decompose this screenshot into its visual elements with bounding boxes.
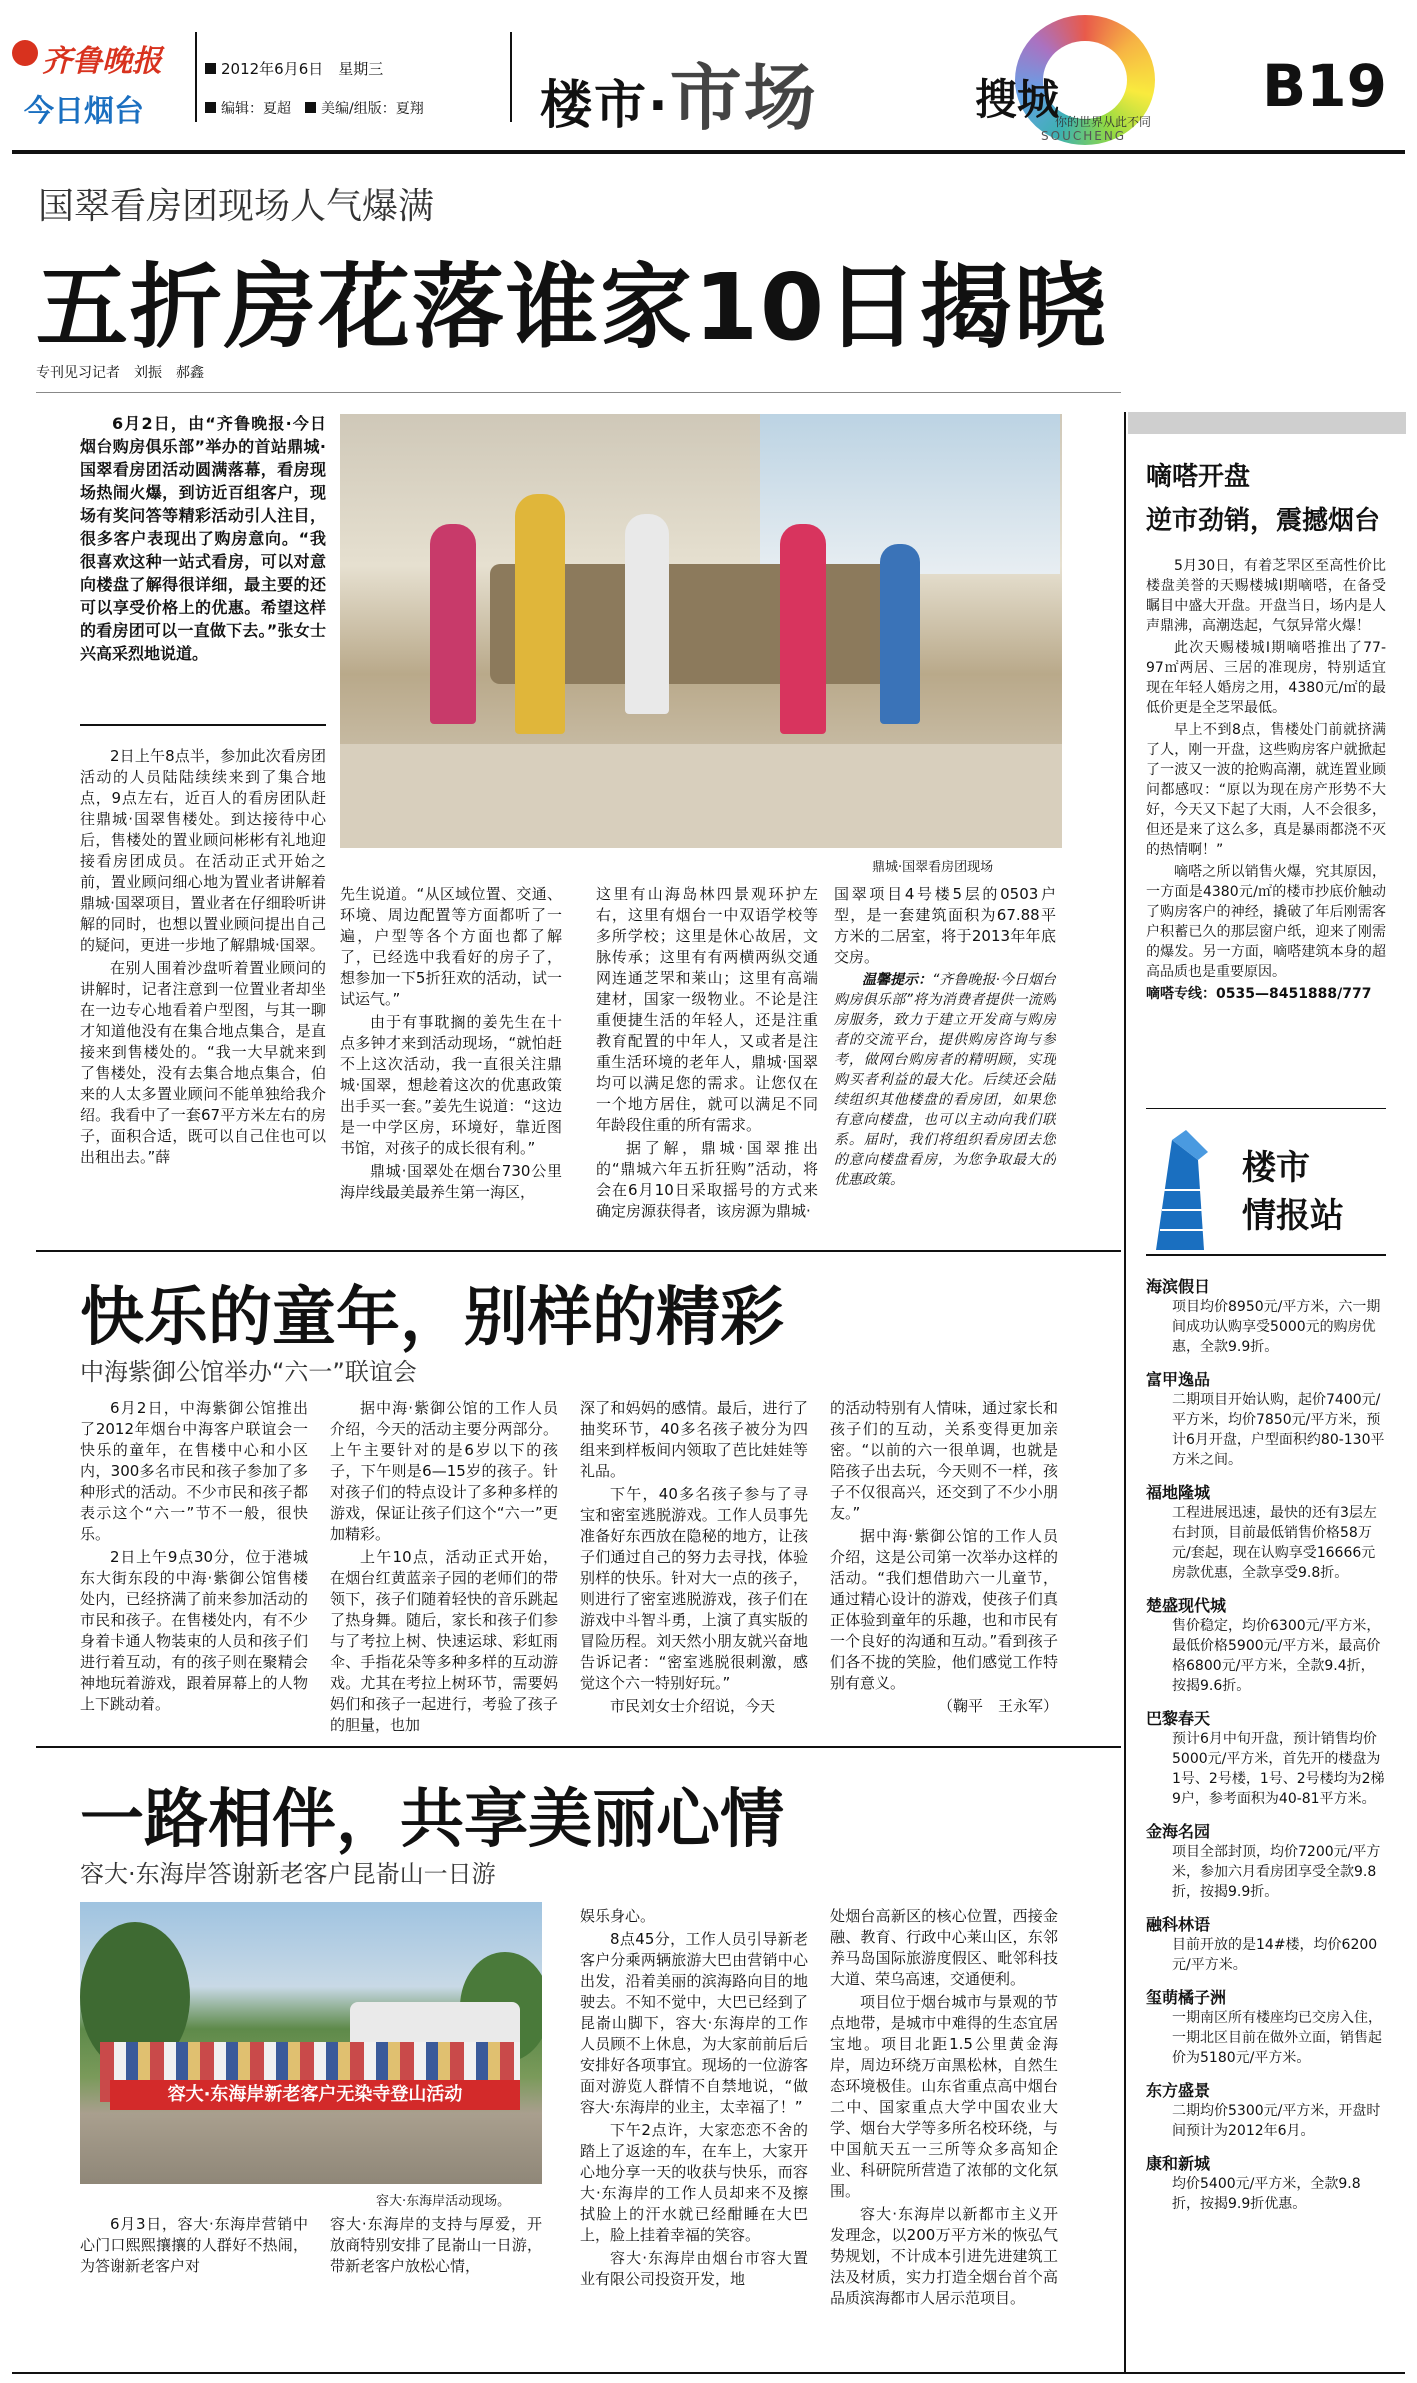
story1-col4 <box>834 884 1056 1296</box>
item-name: 玺萌橘子洲 <box>1146 1988 1227 2007</box>
list-item <box>1146 1274 1386 1357</box>
paragraph: 此次天赐楼城Ⅰ期嘀嗒推出了77-97㎡两居、三居的准现房，特别适宜现在年轻人婚房之用，4380元/㎡的最低价更是全芝罘最低。 <box>1146 640 1386 716</box>
showroom-photo-caption: 鼎城·国翠看房团现场 <box>872 860 994 875</box>
paragraph: 处烟台高新区的核心位置，西接金融、教育、行政中心莱山区，东邻养马岛国际旅游度假区、毗邻科技大道、荣乌高速，交通便利。 <box>830 1907 1058 1988</box>
section-divider <box>510 32 512 122</box>
story2-headline: 快乐的童年，别样的精彩 <box>80 1281 784 1355</box>
item-text: 预计6月中旬开盘，预计销售均价5000元/平方米，首先开的楼盘为1号、2号楼，1号、2号楼均为2梯9户，参考面积为40-81平方米。 <box>1172 1731 1385 1807</box>
item-text: 工程进展迅速，最快的还有3层左右封顶，目前最低销售价格58万元/套起，现在认购享受16666元房款优惠，全款享受9.8折。 <box>1172 1505 1377 1581</box>
item-name: 楚盛现代城 <box>1146 1596 1227 1615</box>
tip-text: “齐鲁晚报·今日烟台购房俱乐部”将为消费者提供一流购房服务，致力于建立开发商与购房者的交流平台，提供购房咨询与参考，做网台购房者的精明顾，实现购买者利益的最大化。后续还会陆续组织其他楼盘的看房团，如果您有意向楼盘，也可以主动向我们联系。届时，我们将组织看房团去您的意向楼盘看房，为您争取最大的优惠政策。 <box>834 972 1056 1188</box>
paragraph: 容大·东海岸以新都市主义开发理念，以200万平方米的恢弘气势规划，不计成本引进先进建筑工法及材质，实力打造全烟台首个高品质滨海都市人居示范项目。 <box>830 2205 1058 2307</box>
activity-banner <box>110 2080 520 2110</box>
paragraph: 8点45分，工作人员引导新老客户分乘两辆旅游大巴由营销中心出发，沿着美丽的滨海路向目的地驶去。不知不觉中，大巴已经到了昆嵛山脚下，容大·东海岸的工作人员顾不上休息，为大家前前后后安排好各项事宜。现场的一位游客面对游览人群情不自禁地说，“做容大·东海岸的业主，太幸福了！” <box>580 1930 808 2116</box>
story1-kicker: 国翠看房团现场人气爆满 <box>38 186 435 227</box>
paragraph: 下午，40多名孩子参与了寻宝和密室逃脱游戏。工作人员事先准备好东西放在隐秘的地方，让孩子们通过自己的努力去寻找，体验别样的快乐。针对大一点的孩子，则进行了密室逃脱游戏，孩子们在游戏中斗智斗勇，上演了真实版的冒险历程。刘天然小朋友就兴奋地告诉记者：“密室逃脱很刺激，感觉这个六一特别好玩。” <box>580 1485 808 1692</box>
paragraph: 6月2日，中海紫御公馆推出了2012年烟台中海客户联谊会一快乐的童年，在售楼中心和小区内，300多名市民和孩子参加了多种形式的活动。不少市民和孩子都表示这个“六一”节不一般，很快乐。 <box>80 1399 308 1543</box>
item-text: 均价5400元/平方米，全款9.8折，按揭9.9折优惠。 <box>1172 2176 1361 2212</box>
story2-col4 <box>830 1398 1058 1734</box>
page-number: B19 <box>1262 52 1387 120</box>
section-left: 楼市 <box>540 76 649 136</box>
logo-sub: 你的世界从此不同 <box>1055 115 1152 129</box>
section-right: 市场 <box>669 56 818 140</box>
story1-col1 <box>80 746 326 1296</box>
list-item <box>1146 1912 1386 1975</box>
story1-lead <box>80 412 326 718</box>
paragraph: 2日上午8点半，参加此次看房团活动的人员陆陆续续来到了集合地点，9点左右，近百人的看房团队赶往鼎城·国翠售楼处。到达接待中心后，售楼处的置业顾问彬彬有礼地迎接看房团成员。在活动正式开始之前，置业顾问细心地为置业者讲解着鼎城·国翠项目，置业者在仔细聆听讲解的同时，也想以置业顾问提出自己的疑问，更进一步地了解鼎城·国翠。 <box>80 747 326 954</box>
item-name: 巴黎春天 <box>1146 1709 1211 1728</box>
story1-lead-rule <box>80 724 326 726</box>
date-line <box>205 58 383 79</box>
paragraph: 由于有事耽搁的姜先生在十点多钟才来到活动现场，“就怕赶不上这次活动，我一直很关注鼎城·国翠，想趁着这次的优惠政策出手买一套。”姜先生说道：“这边是一中学区房，环境好，靠近图书馆，对孩子的成长很有利。” <box>340 1013 562 1157</box>
paragraph: 容大·东海岸由烟台市容大置业有限公司投资开发，地 <box>580 2249 808 2288</box>
section-title <box>540 40 818 144</box>
sidebar-feature-header <box>1128 412 1406 434</box>
group-photo <box>80 1902 542 2184</box>
visitor-figure <box>780 524 826 734</box>
item-name: 东方盛景 <box>1146 2081 1211 2100</box>
sidebar-feature-title1: 嘀嗒开盘 <box>1146 462 1251 492</box>
item-text: 售价稳定，均价6300元/平方米，最低价格5900元/平方米，最高价格6800元/平方米，全款9.4折，按揭9.6折。 <box>1172 1618 1381 1694</box>
story3-headline: 一路相伴，共享美丽心情 <box>80 1783 784 1857</box>
item-name: 康和新城 <box>1146 2154 1211 2173</box>
item-name: 金海名园 <box>1146 1822 1211 1841</box>
paper-logo-icon <box>12 40 38 66</box>
paragraph: 娱乐身心。 <box>580 1907 656 1925</box>
paragraph: 在别人围着沙盘听着置业顾问的讲解时，记者注意到一位置业者却坐在一边专心地看着户型图，与其一聊才知道他没有在集合地点集合，是直接来到售楼处的。“我一大早就来到了售楼处，没有去集合地点集合，伯来的人太多置业顾问不能单独给我介绍。我看中了一套67平方米左右的房子，面积合适，既可以自己住也可以出租出去。”薛 <box>80 959 326 1166</box>
story2-subhead: 中海紫御公馆举办“六一”联谊会 <box>80 1358 417 1386</box>
story1-lead-text: 6月2日，由“齐鲁晚报·今日烟台购房俱乐部”举办的首站鼎城·国翠看房团活动圆满落幕，看房现场热闹火爆，到访近百组客户，现场有奖问答等精彩活动引人注目，很多客户表现出了购房意向。“我很喜欢这种一站式看房，可以对意向楼盘了解得很详细，最主要的还可以享受价格上的优惠。希望这样的看房团可以一直做下去。”张女士兴高采烈地说道。 <box>80 414 326 663</box>
list-item <box>1146 1819 1386 1902</box>
paragraph: 容大·东海岸的支持与厚爱，开放商特别安排了昆嵛山一日游，带新老客户放松心情， <box>330 2215 542 2275</box>
tip <box>834 970 1056 1190</box>
list-item <box>1146 2151 1386 2214</box>
sidebar-divider <box>1124 412 1126 2372</box>
masthead <box>0 0 1417 150</box>
info-station-rule <box>1146 1254 1386 1256</box>
page-bottom-rule <box>12 2372 1405 2374</box>
item-text: 项目全部封顶，均价7200元/平方米，参加六月看房团享受全款9.8折，按揭9.9折。 <box>1172 1844 1381 1900</box>
editor: 编辑：夏超 <box>221 101 291 117</box>
story1-col3 <box>596 884 818 1296</box>
story3-top-rule <box>36 1746 1121 1748</box>
staff-line <box>205 98 424 118</box>
paragraph: 这里有山海岛林四景观环护左右，这里有烟台一中双语学校等多所学校；这里是休心故居，文脉传承；这里有有两横两纵交通网连通芝罘和莱山；这里有高端建材，国家一级物业。不论是注重便捷生活的年轻人，还是注重教育配置的中年人，又或者是注重生活环境的老年人，鼎城·国翠均可以满足您的需求。让您仅在一个地方居住，就可以满足不同年龄段住重的所有需求。 <box>596 885 818 1134</box>
story3-col4 <box>830 1906 1058 2362</box>
visitor-figure <box>430 524 476 724</box>
story1-col2 <box>340 884 562 1296</box>
list-item <box>1146 1985 1386 2068</box>
logo-text: 搜城 <box>975 75 1060 124</box>
story3-col3 <box>580 1906 808 2362</box>
sidebar-feature-body <box>1146 556 1386 1096</box>
item-name: 富甲逸品 <box>1146 1370 1211 1389</box>
paragraph: 5月30日，有着芝罘区至高性价比楼盘美誉的天赐楼城Ⅰ期嘀嗒，在备受瞩目中盛大开盘。开盘当日，场内是人声鼎沸，高潮迭起，气氛异常火爆！ <box>1146 558 1386 634</box>
paragraph: 上午10点，活动正式开始，在烟台红黄蓝亲子园的老师们的带领下，孩子们随着轻快的音乐跳起了热身舞。随后，家长和孩子们参与了考拉上树、快速运球、彩虹雨伞、手指花朵等多种多样的互动游戏。尤其在考拉上树环节，需要妈妈们和孩子一起进行，考验了孩子的胆量，也加 <box>330 1548 558 1734</box>
sidebar-rule <box>1146 1108 1386 1109</box>
story1-byline: 专刊见习记者 刘振 郝鑫 <box>36 365 204 381</box>
list-item <box>1146 1480 1386 1583</box>
group-photo-caption: 容大·东海岸活动现场。 <box>376 2194 511 2209</box>
hotline: 嘀嗒专线：0535—8451888/777 <box>1146 986 1372 1002</box>
story3-col1 <box>80 2214 308 2364</box>
info-station-title2: 情报站 <box>1242 1196 1344 1236</box>
paragraph: 项目位于烟台城市与景观的节点地带，是城市中难得的生态宜居宝地。项目北距1.5公里黄金海岸，周边环绕万亩黑松林，自然生态环境极佳。山东省重点高中烟台二中、国家重点大学中国农业大学、烟台大学等多所名校环绕，与中国航天五一三所等众多高知企业、科研院所营造了浓郁的文化氛围。 <box>830 1993 1058 2200</box>
soucheng-logo <box>955 15 1175 145</box>
paragraph: 市民刘女士介绍说，今天 <box>610 1697 776 1715</box>
paragraph: 下午2点许，大家恋恋不舍的踏上了返途的车，在车上，大家开心地分享一天的收获与快乐，而容大·东海岸的工作人员却来不及擦拭脸上的汗水就已经酣睡在大巴上，脸上挂着幸福的笑容。 <box>580 2121 808 2244</box>
tower-icon <box>1146 1130 1216 1250</box>
paragraph: 据中海·紫御公馆的工作人员介绍，这是公司第一次举办这样的活动。“我们想借助六一儿童节，通过精心设计的游戏，使孩子们真正体验到童年的乐趣，也和市民有一个良好的沟通和互动。”看到孩子们各不拢的笑脸，他们感觉工作特别有意义。 <box>830 1527 1058 1692</box>
item-name: 福地隆城 <box>1146 1483 1211 1502</box>
section-dot: · <box>648 76 670 136</box>
paragraph: 6月3日，容大·东海岸营销中心门口熙熙攘攘的人群好不热闹，为答谢新老客户对 <box>80 2215 308 2275</box>
list-item <box>1146 1593 1386 1696</box>
story2-col2 <box>330 1398 558 1734</box>
banner-text: 容大·东海岸新老客户无染寺登山活动 <box>167 2084 463 2105</box>
paragraph: 国翠项目4号楼5层的0503户型，是一套建筑面积为67.88平方米的二居室，将于2013年年底交房。 <box>834 885 1056 966</box>
visitor-figure <box>515 494 565 734</box>
issue-weekday: 星期三 <box>338 60 384 78</box>
paragraph: 据中海·紫御公馆的工作人员介绍，今天的活动主要分两部分。上午主要针对的是6岁以下的孩子，下午则是6—15岁的孩子。针对孩子们的特点设计了多种多样的游戏，保证让孩子们这个“六一”更加精彩。 <box>330 1399 558 1543</box>
story1-byline-rule <box>36 392 1121 393</box>
list-item <box>1146 1706 1386 1809</box>
paragraph: 嘀嗒之所以销售火爆，究其原因，一方面是4380元/㎡的楼市抄底价触动了购房客户的神经，撬破了年后刚需客户积蓄已久的那层窗户纸，迎来了刚需的爆发。另一方面，嘀嗒建筑本身的超高品质也是重要原因。 <box>1146 864 1386 980</box>
list-item <box>1146 1367 1386 1470</box>
item-text: 二期项目开始认购，起价7400元/平方米，均价7850元/平方米，预计6月开盘，户型面积约80-130平方米之间。 <box>1172 1392 1385 1468</box>
story3-subhead: 容大·东海岸答谢新老客户昆嵛山一日游 <box>80 1860 496 1888</box>
designer: 美编/组版：夏翔 <box>321 101 424 117</box>
story2-top-rule <box>36 1250 1121 1252</box>
paragraph: 早上不到8点，售楼处门前就挤满了人，刚一开盘，这些购房客户就掀起了一波又一波的抢购高潮，就连置业顾问都感叹：“原以为现在房产形势不大好，今天又下起了大雨，人不会很多，但还是来了这么多，真是暴雨都浇不灭的热情啊！” <box>1146 722 1386 858</box>
story2-col3 <box>580 1398 808 1734</box>
floor <box>340 744 1062 848</box>
item-text: 一期南区所有楼座均已交房入住，一期北区目前在做外立面，销售起价为5180元/平方米。 <box>1172 2010 1382 2066</box>
masthead-rule <box>12 150 1405 154</box>
paragraph: 深了和妈妈的感情。最后，进行了抽奖环节，40多名孩子被分为四组来到样板间内领取了芭比娃娃等礼品。 <box>580 1399 808 1480</box>
list-item <box>1146 2078 1386 2141</box>
visitor-figure <box>625 514 669 714</box>
paper-name: 齐鲁晚报 <box>42 44 162 79</box>
story2-col1 <box>80 1398 308 1734</box>
info-station-list <box>1146 1264 1386 2364</box>
showroom-photo <box>340 414 1062 848</box>
masthead-divider <box>195 32 197 122</box>
edition-name: 今日烟台 <box>24 94 144 129</box>
paragraph: 先生说道。“从区域位置、交通、环境、周边配置等方面都听了一遍，户型等各个方面也都了解了，已经选中我看好的房子了，想参加一下5折狂欢的活动，试一试运气。” <box>340 885 562 1008</box>
paragraph: 鼎城·国翠处在烟台730公里海岸线最美最养生第一海区， <box>340 1162 562 1201</box>
item-name: 海滨假日 <box>1146 1277 1211 1296</box>
item-text: 二期均价5300元/平方米，开盘时间预计为2012年6月。 <box>1172 2103 1381 2139</box>
tip-label: 温馨提示： <box>862 972 933 988</box>
paragraph: 据了解，鼎城·国翠推出的“鼎城六年五折狂购”活动，将会在6月10日采取摇号的方式来确定房源获得者，该房源为鼎城· <box>596 1139 818 1220</box>
visitor-figure <box>880 544 920 724</box>
story1-headline: 五折房花落谁家10日揭晓 <box>36 254 1109 361</box>
paragraph: 的活动特别有人情味，通过家长和孩子们的互动，关系变得更加亲密。“以前的六一很单调，也就是陪孩子出去玩，今天则不一样，孩子不仅很高兴，还交到了不少小朋友。” <box>830 1399 1058 1522</box>
item-text: 项目均价8950元/平方米，六一期间成功认购享受5000元的购房优惠，全款9.9折。 <box>1172 1299 1381 1355</box>
issue-date: 2012年6月6日 <box>221 60 324 78</box>
story3-col2 <box>330 2214 542 2364</box>
logo-pinyin: SOUCHENG <box>1041 129 1127 143</box>
info-station-header <box>1146 1130 1386 1250</box>
item-name: 融科林语 <box>1146 1915 1211 1934</box>
item-text: 目前开放的是14#楼，均价6200元/平方米。 <box>1172 1937 1378 1973</box>
sidebar-feature-title2: 逆市劲销，震撼烟台 <box>1146 506 1381 536</box>
info-station-title1: 楼市 <box>1242 1148 1310 1188</box>
paragraph: 2日上午9点30分，位于港城东大街东段的中海·紫御公馆售楼处内，已经挤满了前来参加活动的市民和孩子。在售楼处内，有不少身着卡通人物装束的人员和孩子们进行着互动，有的孩子则在聚精会神地玩着游戏，跟着屏幕上的人物上下跳动着。 <box>80 1548 308 1713</box>
credit: （鞠平 王永军） <box>937 1697 1058 1715</box>
